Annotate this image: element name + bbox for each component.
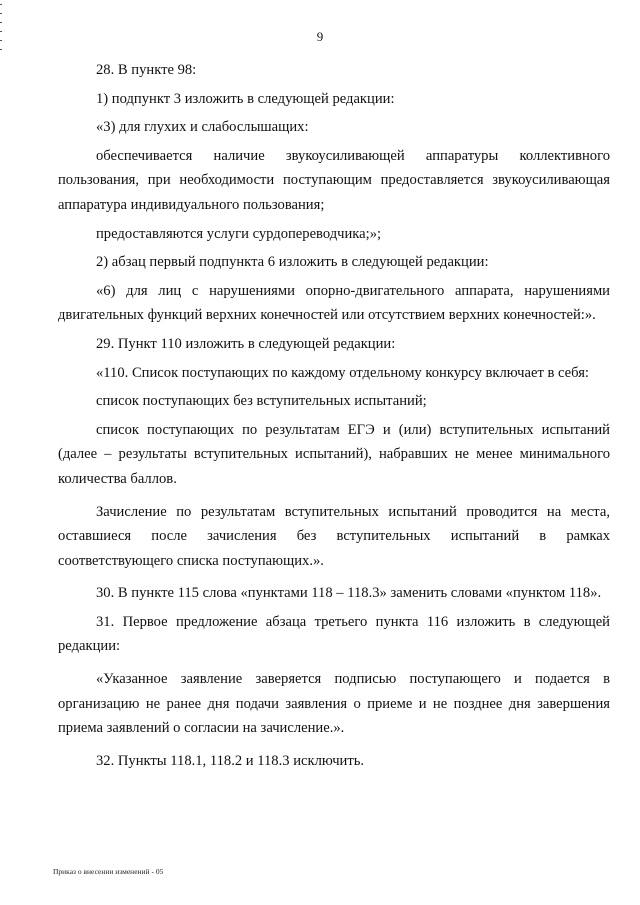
paragraph-subitem-2: 2) абзац первый подпункта 6 изложить в следующей редакции: — [96, 254, 489, 271]
paragraph-quote-6: «6) для лиц с нарушениями опорно-двигательного аппарата, нарушениями двигательных функций верхних конечностей или отсутствием верхних конечностей:». — [58, 282, 610, 324]
paragraph-quote-application: «Указанное заявление заверяется подписью поступающего и подается в организацию не ранее дня подачи заявления о приеме и не позднее дня завершения приема заявлений о согласии на зачисление.». — [58, 671, 610, 737]
paragraph-item-31: 31. Первое предложение абзаца третьего пункта 116 изложить в следующей редакции: — [58, 613, 610, 655]
paragraph-quote-110: «110. Список поступающих по каждому отдельному конкурсу включает в себя: — [96, 364, 589, 381]
paragraph-item-29: 29. Пункт 110 изложить в следующей редакции: — [96, 335, 396, 352]
paragraph-quote-3: «3) для глухих и слабослышащих: — [96, 119, 309, 136]
paragraph-sign-language: предоставляются услуги сурдопереводчика;»; — [96, 225, 382, 242]
paragraph-subitem-1: 1) подпункт 3 изложить в следующей редакции: — [96, 90, 395, 107]
paragraph-enrollment: Зачисление по результатам вступительных испытаний проводится на места, оставшиеся после зачисления без вступительных испытаний в рамках соответствующего списка поступающих.». — [58, 503, 610, 569]
document-body — [58, 58, 610, 773]
footer-note: Приказ о внесении изменений - 05 — [53, 867, 164, 876]
page-number: 9 — [316, 29, 324, 44]
paragraph-item-30: 30. В пункте 115 слова «пунктами 118 – 118.3» заменить словами «пунктом 118». — [96, 585, 602, 602]
paragraph-list-no-exams: список поступающих без вступительных испытаний; — [96, 393, 427, 410]
paragraph-item-32: 32. Пункты 118.1, 118.2 и 118.3 исключить. — [96, 752, 365, 769]
paragraph-item-28: 28. В пункте 98: — [96, 62, 197, 78]
paragraph-list-ege: список поступающих по результатам ЕГЭ и (или) вступительных испытаний (далее – результаты вступительных испытаний), набравших не менее минимального количества баллов. — [58, 421, 610, 487]
paragraph-amplification: обеспечивается наличие звукоусиливающей аппаратуры коллективного пользования, при необходимости поступающим предоставляется звукоусиливающая аппаратура индивидуального пользования; — [58, 147, 610, 213]
